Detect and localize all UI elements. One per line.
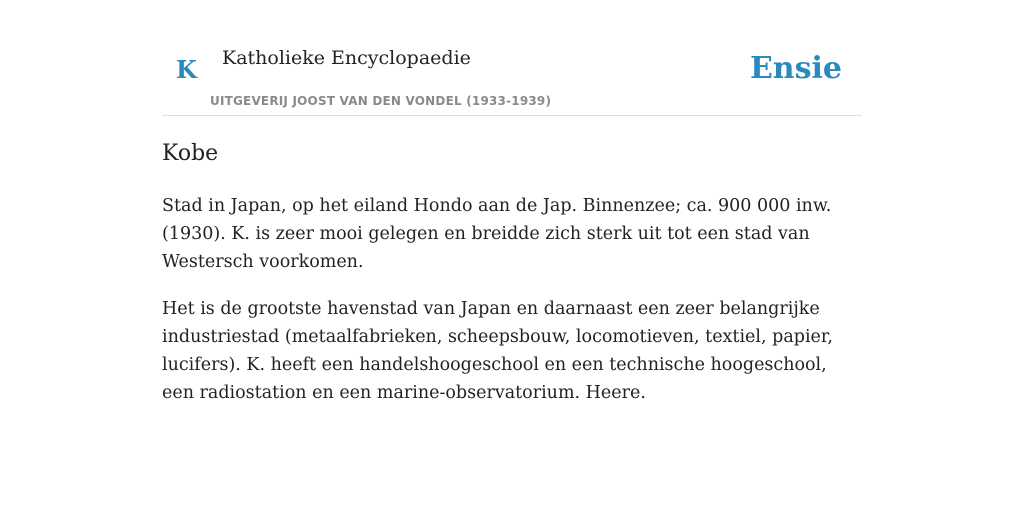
entry-paragraph: Stad in Japan, op het eiland Hondo aan de Jap. Binnenzee; ca. 900 000 inw.(1930). K. is zeer mooi gelegen en breidde zich sterk uit tot een stad van Westersch voorkomen. <box>162 196 832 272</box>
entry-paragraph: Het is de grootste havenstad van Japan en daarnaast een zeer belangrijke industriestad (metaalfabrieken, scheepsbouw, locomotieven, textiel, papier, lucifers). K. heeft een handelshoogeschool en een technische hoogeschool, een radiostation en een marine-observatorium. Heere. <box>162 299 833 403</box>
page-container <box>162 0 862 403</box>
ensie-brand-link[interactable]: Ensie <box>749 51 842 86</box>
site-title: Katholieke Encyclopaedie <box>222 47 471 69</box>
site-header <box>162 0 862 116</box>
entry-body <box>162 192 862 426</box>
encyclopedia-logo[interactable]: K <box>176 55 197 84</box>
publisher-subtitle: UITGEVERIJ JOOST VAN DEN VONDEL (1933-1939) <box>210 94 552 108</box>
entry-title: Kobe <box>162 141 219 166</box>
